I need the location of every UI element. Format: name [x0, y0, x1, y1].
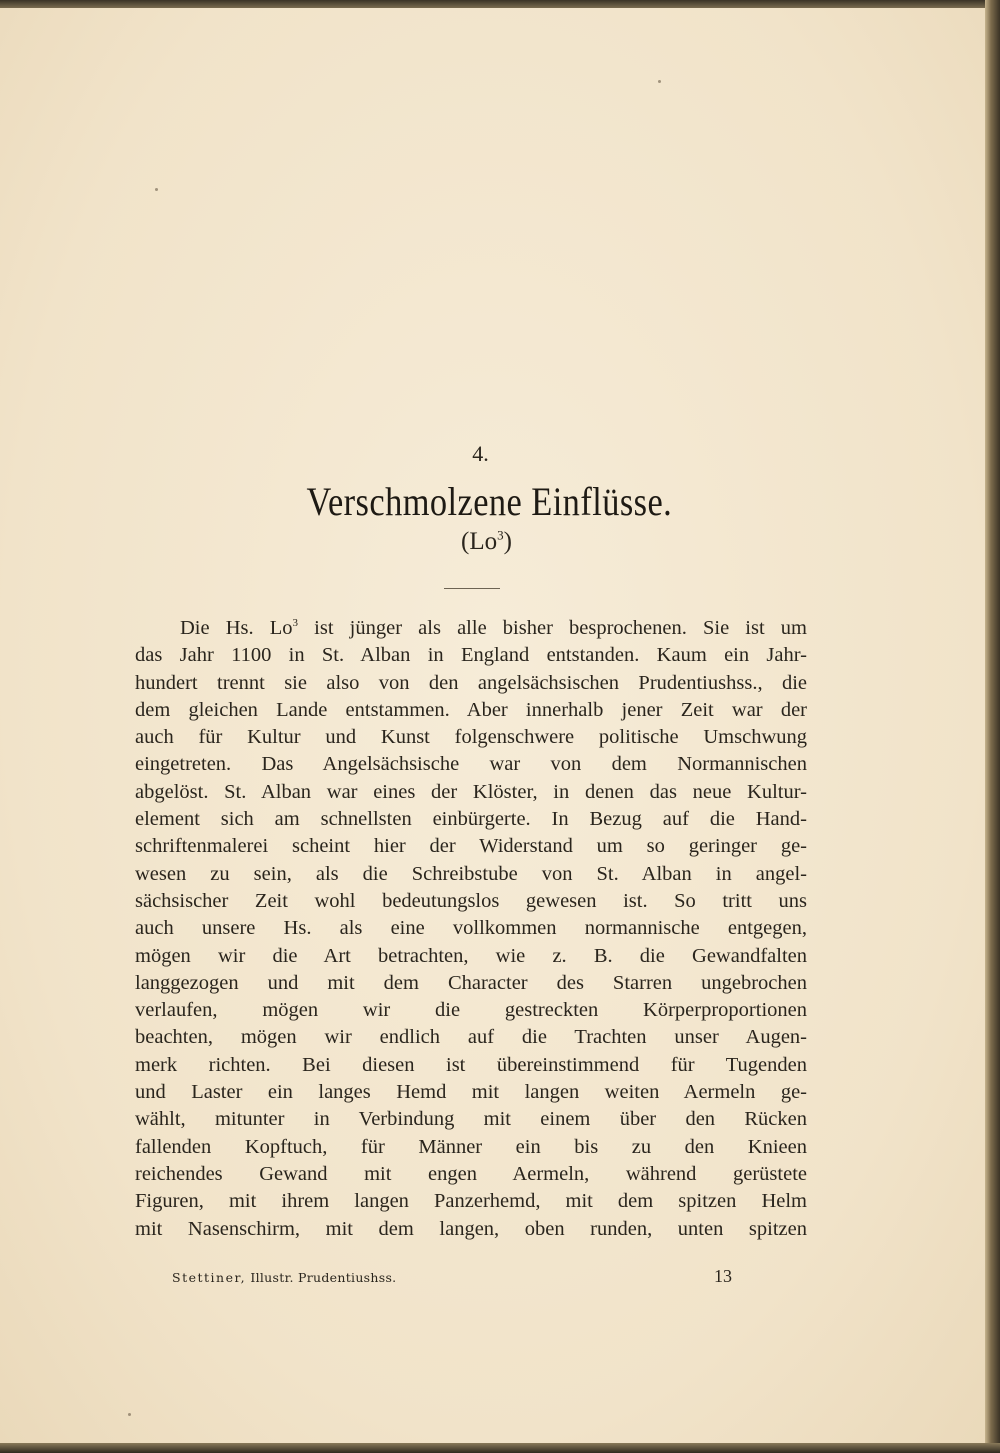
text-line: eingetreten. Das Angelsächsische war von dem Normannischen	[135, 753, 807, 776]
book-spine-edge	[985, 0, 1000, 1453]
text-line: abgelöst. St. Alban war eines der Klöster, in denen das neue Kultur-	[135, 780, 807, 803]
title-divider	[444, 588, 500, 589]
chapter-title: Verschmolzene Einflüsse.	[306, 479, 673, 524]
text-line: dem gleichen Lande entstammen. Aber innerhalb jener Zeit war der	[135, 698, 807, 721]
subtitle-superscript: 3	[497, 528, 504, 543]
section-number	[0, 441, 985, 467]
paper-speck	[155, 188, 158, 191]
paper-speck	[658, 80, 661, 83]
book-bottom-edge	[0, 1443, 1000, 1453]
text-line: verlaufen, mögen wir die gestreckten Körperproportionen	[135, 999, 807, 1022]
page-number: 13	[714, 1266, 732, 1286]
running-footer	[172, 1270, 396, 1285]
subtitle-close: )	[503, 528, 512, 556]
text-line: reichendes Gewand mit engen Aermeln, während gerüstete	[135, 1162, 807, 1185]
text-line: auch unsere Hs. als eine vollkommen normannische entgegen,	[135, 917, 807, 940]
text-line: beachten, mögen wir endlich auf die Trachten unser Augen-	[135, 1026, 807, 1049]
text-line: das Jahr 1100 in St. Alban in England entstanden. Kaum ein Jahr-	[135, 644, 807, 667]
text-line: sächsischer Zeit wohl bedeutungslos gewesen ist. So tritt uns	[135, 889, 807, 912]
footer-author: Stettiner,	[172, 1270, 247, 1285]
chapter-subtitle	[0, 528, 985, 556]
paper-speck	[128, 1413, 131, 1416]
text-line: wesen zu sein, als die Schreibstube von St. Alban in angel-	[135, 862, 807, 885]
text-line: mit Nasenschirm, mit dem langen, oben runden, unten spitzen	[135, 1217, 807, 1240]
text-line: Die Hs. Lo$^3$ ist jünger als alle bisher besprochenen. Sie ist um	[180, 617, 807, 639]
page-footer	[172, 1266, 732, 1287]
text-line: auch für Kultur und Kunst folgenschwere politische Umschwung	[135, 726, 807, 749]
text-line: Figuren, mit ihrem langen Panzerhemd, mit dem spitzen Helm	[135, 1190, 807, 1213]
text-line: merk richten. Bei diesen ist übereinstimmend für Tugenden	[135, 1053, 807, 1076]
text-line: langgezogen und mit dem Character des Starren ungebrochen	[135, 971, 807, 994]
text-line: fallenden Kopftuch, für Männer ein bis zu den Knieen	[135, 1135, 807, 1158]
text-line: und Laster ein langes Hemd mit langen weiten Aermeln ge-	[135, 1081, 807, 1104]
section-number-text: 4.	[472, 441, 489, 466]
book-page	[0, 8, 985, 1445]
text-line: element sich am schnellsten einbürgerte. In Bezug auf die Hand-	[135, 808, 807, 831]
text-line: mögen wir die Art betrachten, wie z. B. die Gewandfalten	[135, 944, 807, 967]
text-line: wählt, mitunter in Verbindung mit einem über den Rücken	[135, 1108, 807, 1131]
text-line: schriftenmalerei scheint hier der Widerstand um so geringer ge-	[135, 835, 807, 858]
subtitle-base: (Lo	[461, 528, 498, 556]
text-line: hundert trennt sie also von den angelsächsischen Prudentiushss., die	[135, 671, 807, 694]
body-paragraph	[135, 615, 807, 1243]
footer-work: Illustr. Prudentiushss.	[250, 1270, 397, 1285]
